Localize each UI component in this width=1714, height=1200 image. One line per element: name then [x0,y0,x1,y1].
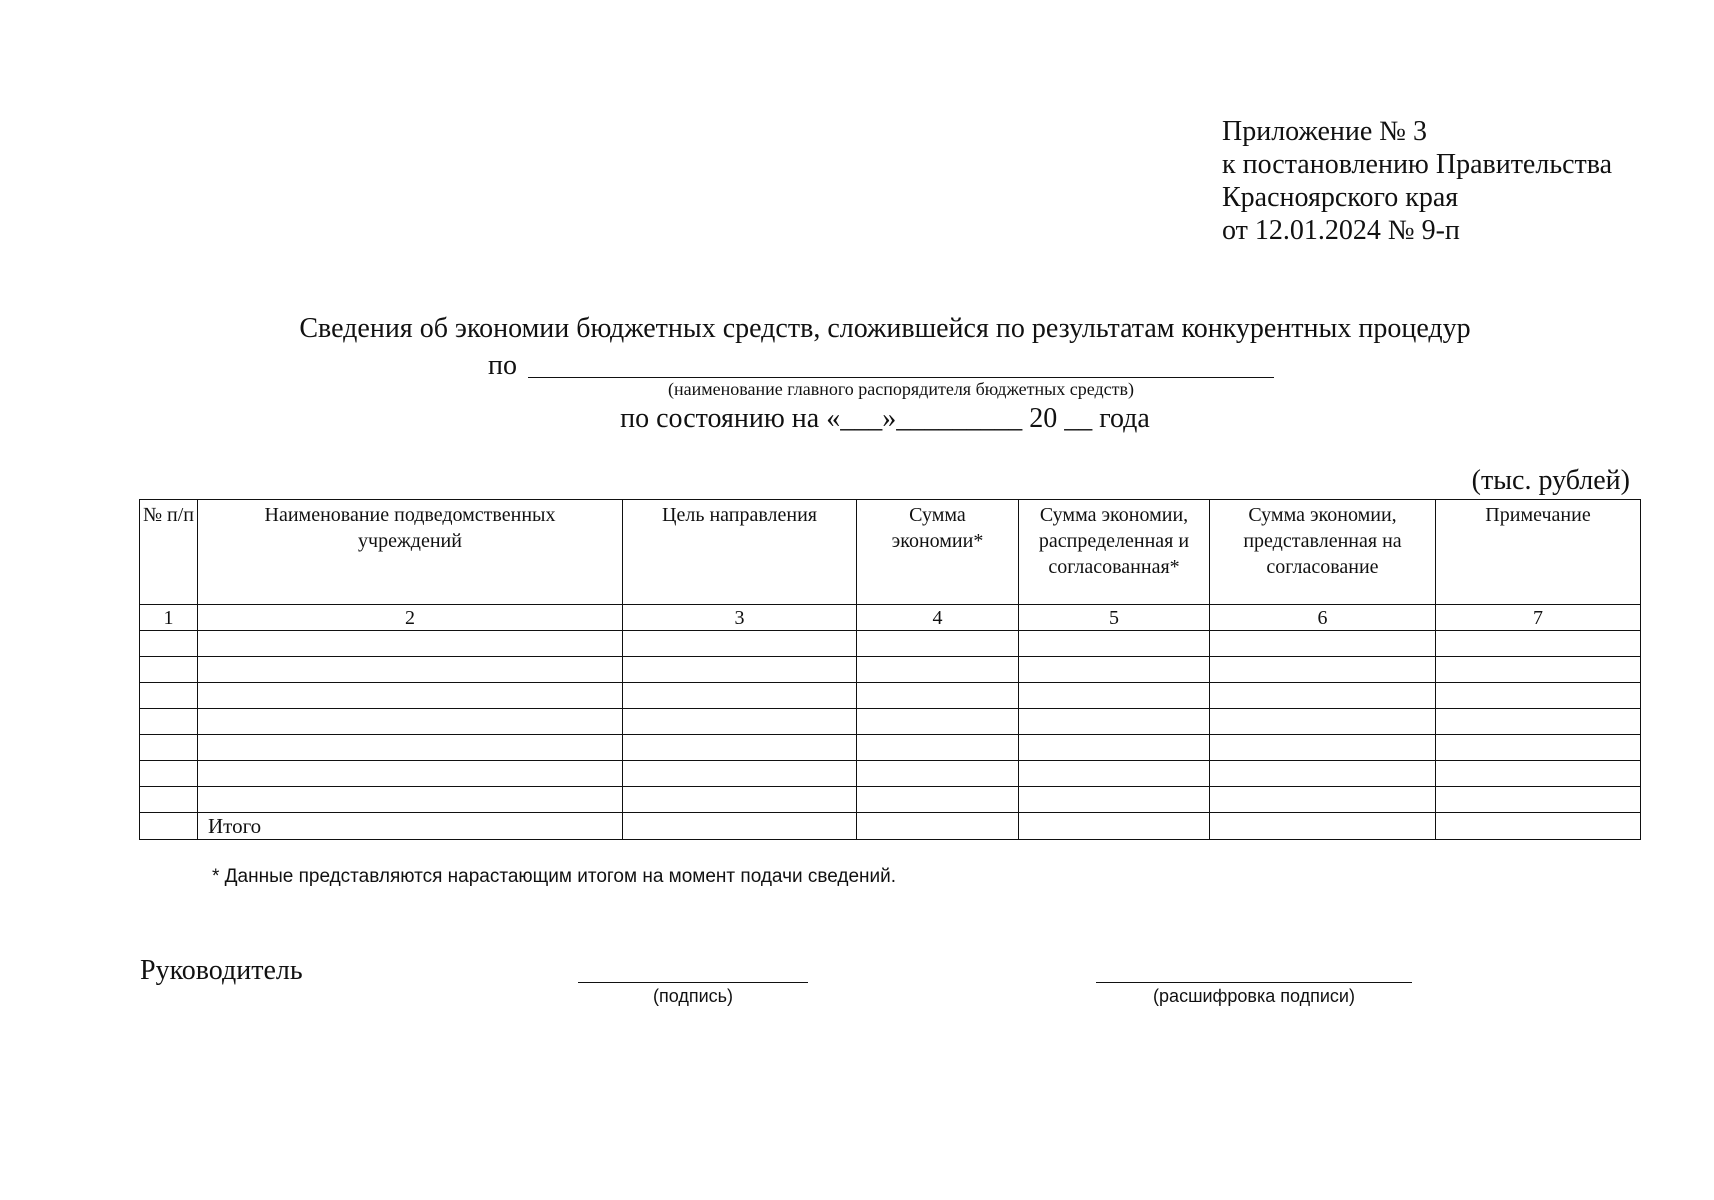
table-cell[interactable] [1210,813,1436,840]
document-title: Сведения об экономии бюджетных средств, сложившейся по результатам конкурентных процедур [299,313,1471,344]
table-cell[interactable] [1210,787,1436,813]
table-cell[interactable] [623,813,857,840]
table-cell[interactable] [1210,709,1436,735]
header-savings-sum: Сумма экономии* [857,500,1019,605]
table-cell[interactable] [140,631,198,657]
table-cell[interactable] [623,631,857,657]
table-cell[interactable] [140,761,198,787]
table-cell[interactable] [857,761,1019,787]
table-cell[interactable] [198,761,623,787]
table-cell[interactable] [1019,683,1210,709]
signature-decode-caption: (расшифровка подписи) [1153,986,1355,1006]
header-number: № п/п [140,500,198,605]
units-label: (тыс. рублей) [1471,465,1630,496]
table-cell[interactable] [623,657,857,683]
table-cell [140,813,198,840]
table-cell[interactable] [198,709,623,735]
table-row [140,631,1641,657]
table-row [140,683,1641,709]
po-blank-line[interactable] [528,377,1274,378]
header-distributed-sum: Сумма экономии, распределенная и согласованная* [1019,500,1210,605]
header-submitted-sum: Сумма экономии, представленная на согласование [1210,500,1436,605]
signature-decode-line[interactable] [1096,982,1412,983]
table-cell[interactable] [198,735,623,761]
column-number: 5 [1019,605,1210,631]
table-row [140,787,1641,813]
table-cell[interactable] [857,709,1019,735]
po-label: по [488,350,517,381]
table-cell[interactable] [140,709,198,735]
table-cell[interactable] [1210,683,1436,709]
table-row [140,657,1641,683]
table-cell[interactable] [857,735,1019,761]
total-label: Итого [198,813,623,840]
table-cell[interactable] [198,683,623,709]
as-of-date-line: по состоянию на «___»_________ 20 __ года [620,403,1150,434]
table-cell[interactable] [623,761,857,787]
table-cell[interactable] [1019,761,1210,787]
table-row [140,761,1641,787]
header-note: Примечание [1436,500,1641,605]
table-cell[interactable] [1436,657,1641,683]
header-institution: Наименование подведомственных учреждений [198,500,623,605]
column-number-row [140,605,1641,631]
annex-block [1222,115,1612,247]
table-cell[interactable] [1210,761,1436,787]
table-cell[interactable] [198,631,623,657]
table-cell[interactable] [198,657,623,683]
table-cell[interactable] [623,683,857,709]
column-number: 4 [857,605,1019,631]
table-cell[interactable] [857,631,1019,657]
table-cell[interactable] [1210,735,1436,761]
table-cell[interactable] [1436,787,1641,813]
column-number: 2 [198,605,623,631]
table-header-row [140,500,1641,605]
table-cell[interactable] [140,683,198,709]
annex-line-3: Красноярского края [1222,182,1459,213]
signature-caption: (подпись) [652,986,734,1006]
table-cell[interactable] [623,787,857,813]
table-cell[interactable] [140,657,198,683]
table-cell[interactable] [1210,657,1436,683]
annex-line-1: Приложение № 3 [1222,116,1427,147]
table-cell[interactable] [1019,787,1210,813]
table-cell[interactable] [1019,735,1210,761]
signature-line[interactable] [578,982,808,983]
savings-table [139,499,1641,840]
po-caption: (наименование главного распорядителя бюджетных средств) [668,379,1134,399]
table-cell[interactable] [857,787,1019,813]
table-cell[interactable] [1019,709,1210,735]
column-number: 3 [623,605,857,631]
table-cell[interactable] [198,787,623,813]
column-number: 1 [140,605,198,631]
table-cell[interactable] [140,735,198,761]
table-cell[interactable] [857,683,1019,709]
table-cell[interactable] [1019,631,1210,657]
table-cell[interactable] [1210,631,1436,657]
table-cell[interactable] [1436,735,1641,761]
table-cell[interactable] [857,657,1019,683]
footnote: * Данные представляются нарастающим итогом на момент подачи сведений. [212,866,897,887]
table-row [140,735,1641,761]
table-cell[interactable] [623,735,857,761]
table-cell[interactable] [1436,813,1641,840]
column-number: 6 [1210,605,1436,631]
table-cell[interactable] [1019,813,1210,840]
header-purpose: Цель направления [623,500,857,605]
column-number: 7 [1436,605,1641,631]
table-cell[interactable] [1019,657,1210,683]
table-cell[interactable] [1436,761,1641,787]
table-cell[interactable] [1436,709,1641,735]
table-cell[interactable] [1436,631,1641,657]
table-cell[interactable] [857,813,1019,840]
table-cell[interactable] [140,787,198,813]
table-row [140,709,1641,735]
table-cell[interactable] [623,709,857,735]
annex-line-2: к постановлению Правительства [1222,149,1613,180]
table-cell[interactable] [1436,683,1641,709]
signatory-role: Руководитель [140,955,303,986]
total-row [140,813,1641,840]
annex-line-4: от 12.01.2024 № 9-п [1222,215,1460,246]
